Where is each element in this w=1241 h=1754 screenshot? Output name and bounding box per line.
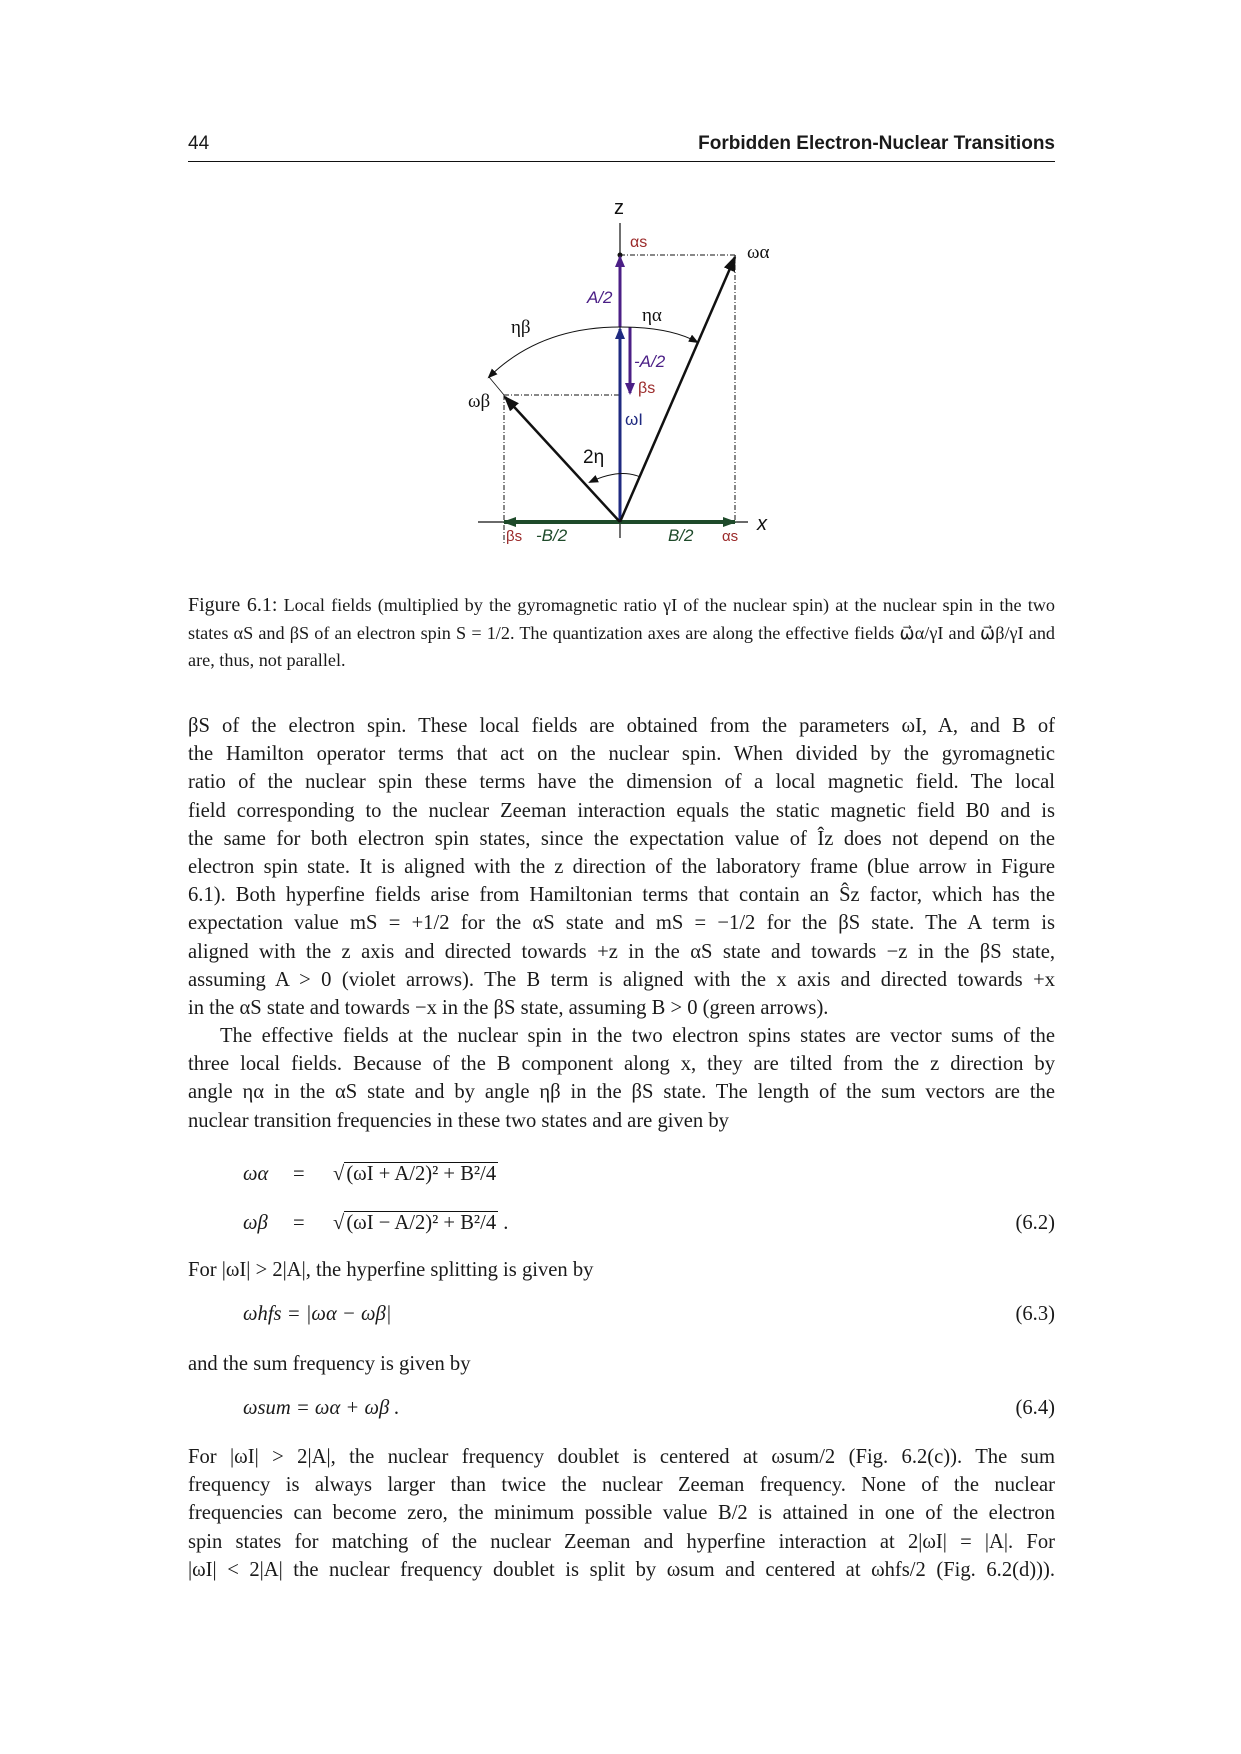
equation-number: (6.2) [1015, 1212, 1055, 1234]
equation-6-3: ωhfs = |ωα − ωβ| (6.3) [243, 1303, 1055, 1325]
svg-text:x: x [757, 513, 767, 535]
paragraph-2: The effective fields at the nuclear spin in the two electron spins states are vector sums of the three local fields. Because of the B component along x, they are tilted from the z direction by angle ηα in the αS state and by angle ηβ in the βS state. The length of the sum vectors are the nuclear transition frequencies in these two states and are given by [188, 1025, 1055, 1132]
eta-beta-arc [489, 327, 620, 377]
local-fields-diagram [0, 0, 1241, 580]
eta-alpha-arc [620, 327, 697, 342]
svg-text:βs: βs [638, 380, 656, 397]
svg-text:βs: βs [506, 528, 523, 545]
svg-text:ωβ: ωβ [468, 391, 491, 412]
text-before-6-3: For |ωI| > 2|A|, the hyperfine splitting is given by [188, 1259, 594, 1281]
two-eta-arc [590, 473, 640, 482]
equation-6-4: ωsum = ωα + ωβ . (6.4) [243, 1397, 1055, 1419]
svg-text:z: z [614, 197, 624, 219]
running-title: Forbidden Electron-Nuclear Transitions [698, 133, 1055, 154]
svg-text:B/2: B/2 [668, 526, 694, 545]
equation-6-2a: ωα = √(ωI + A/2)² + B²/4 [243, 1163, 497, 1185]
svg-text:ηα: ηα [642, 305, 662, 326]
equation-number: (6.3) [1015, 1303, 1055, 1325]
page-number: 44 [188, 133, 210, 154]
svg-text:A/2: A/2 [587, 288, 613, 307]
caption-label: Figure 6.1: [188, 594, 278, 616]
svg-text:αs: αs [722, 528, 739, 545]
svg-text:ωI: ωI [625, 410, 643, 429]
svg-text:ωα: ωα [747, 242, 770, 263]
svg-text:αs: αs [630, 234, 648, 251]
equation-number: (6.4) [1015, 1397, 1055, 1419]
paragraph-3: For |ωI| > 2|A|, the nuclear frequency doublet is centered at ωsum/2 (Fig. 6.2(c)). The sum frequency is always larger than twice the nuclear Zeeman frequency. None of the nuclear frequencies can become zero, the minimum possible value B/2 is attained in one of the electron spin states for matching of the nuclear Zeeman and hyperfine interaction at 2|ωI| = |A|. For |ωI| < 2|A| the nuclear frequency doublet is split by ωsum and centered at ωhfs/2 (Fig. 6.2(d))). [188, 1446, 1055, 1581]
svg-text:ηβ: ηβ [511, 317, 531, 338]
svg-text:-A/2: -A/2 [634, 352, 666, 371]
paragraph-1: βS of the electron spin. These local fields are obtained from the parameters ωI, A, and B of the Hamilton operator terms that act on the nuclear spin. When divided by the gyromagnetic ratio of the nuclear spin these terms have the dimension of a local magnetic field. The local field corresponding to the nuclear Zeeman interaction equals the static magnetic field B0 and is the same for both electron spin states, since the expectation value of Îz does not depend on the electron spin state. It is aligned with the z direction of the laboratory frame (blue arrow in Figure 6.1). Both hyperfine fields arise from Hamiltonian terms that contain an Ŝz factor, which has the expectation value mS = +1/2 for the αS state and mS = −1/2 for the βS state. The A term is aligned with the z axis and directed towards +z in the αS state and towards −z in the βS state, assuming A > 0 (violet arrows). The B term is aligned with the x axis and directed towards +x in the αS state and towards −x in the βS state, assuming B > 0 (green arrows). [188, 715, 1055, 1020]
figure-caption: Figure 6.1: Local fields (multiplied by the gyromagnetic ratio γI of the nuclear spin) at the nuclear spin in the two states αS and βS of an electron spin S = 1/2. The quantization axes are along the effective fields ω⃗α/γI and ω⃗β/γI and are, thus, not parallel. [188, 594, 1056, 670]
svg-text:2η: 2η [583, 447, 605, 468]
equation-6-2b: ωβ = √(ωI − A/2)² + B²/4 . (6.2) [243, 1212, 1055, 1234]
text-before-6-4: and the sum frequency is given by [188, 1353, 471, 1375]
svg-text:-B/2: -B/2 [536, 526, 568, 545]
